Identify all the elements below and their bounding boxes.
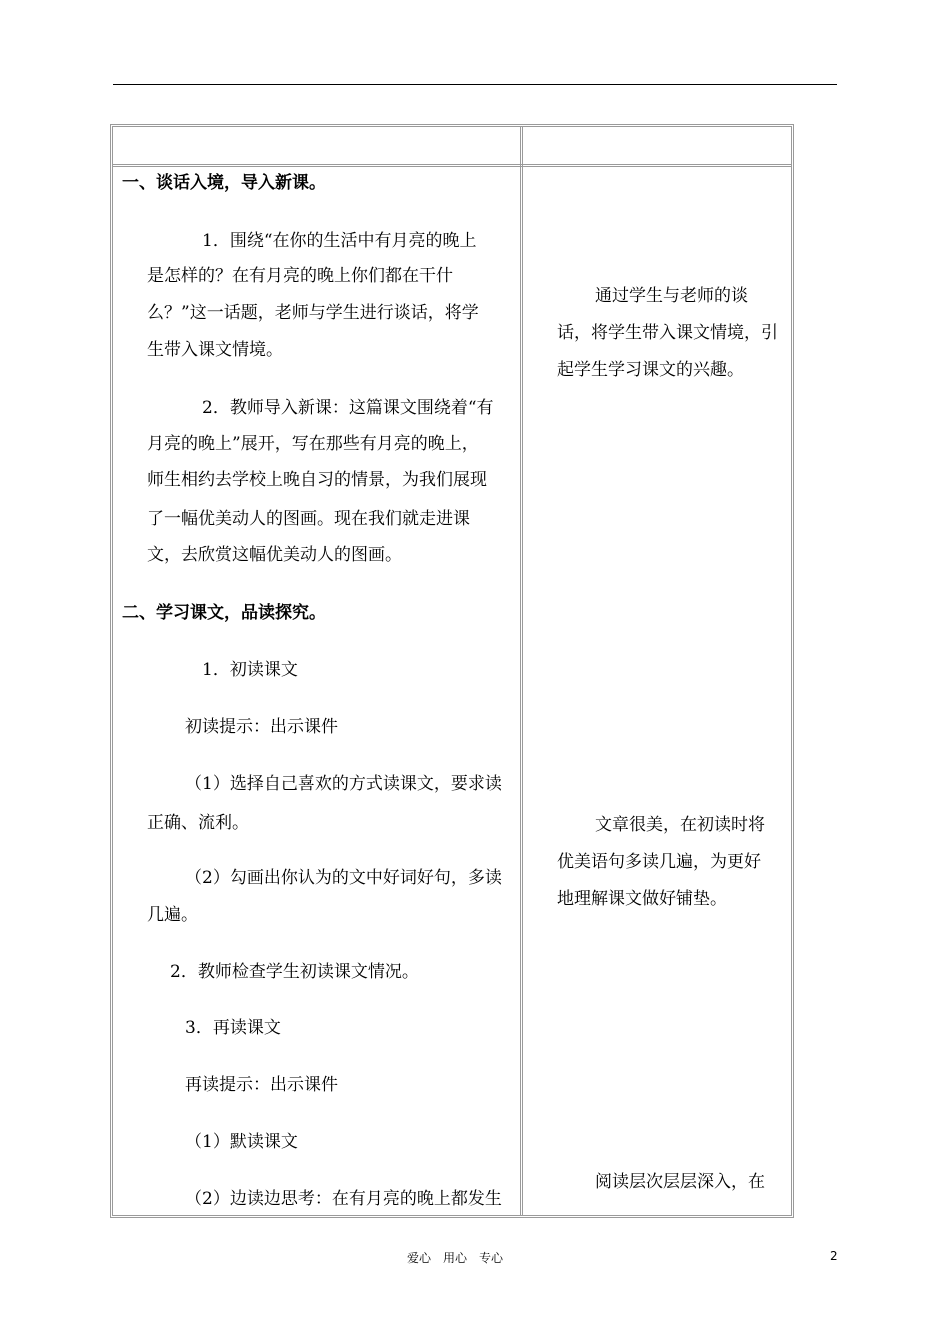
s1-p1-line-4: 生带入课文情境。 (147, 340, 283, 360)
s1-p2-line-4: 了一幅优美动人的图画。现在我们就走进课 (147, 509, 470, 529)
s2-line-1: 1．初读课文 (202, 660, 298, 680)
section-1-heading: 一、谈话入境，导入新课。 (122, 173, 326, 193)
table-header-divider (113, 164, 791, 167)
header-rule (113, 84, 837, 85)
s1-p2-line-2: 月亮的晚上”展开，写在那些有月亮的晚上， (147, 434, 479, 454)
s2-line-4: 正确、流利。 (147, 813, 249, 833)
note-2-line-3: 地理解课文做好铺垫。 (557, 889, 727, 909)
s2-line-9: 再读提示：出示课件 (185, 1075, 338, 1095)
section-2-heading: 二、学习课文，品读探究。 (122, 603, 326, 623)
note-1-line-1: 通过学生与老师的谈 (595, 286, 748, 306)
s2-line-7: 2．教师检查学生初读课文情况。 (170, 962, 419, 982)
s2-line-2: 初读提示：出示课件 (185, 717, 338, 737)
note-2-line-1: 文章很美，在初读时将 (595, 815, 765, 835)
s2-line-6: 几遍。 (147, 905, 198, 925)
s1-p1-line-1: 1．围绕“在你的生活中有月亮的晚上 (202, 231, 477, 251)
s2-line-10: （1）默读课文 (185, 1132, 298, 1152)
s2-line-3: （1）选择自己喜欢的方式读课文，要求读 (185, 774, 502, 794)
footer-motto: 爱心 用心 专心 (407, 1251, 504, 1265)
s1-p2-line-1: 2．教师导入新课：这篇课文围绕着“有 (202, 398, 494, 418)
page-number: 2 (830, 1249, 838, 1263)
note-1-line-3: 起学生学习课文的兴趣。 (557, 360, 744, 380)
note-1-line-2: 话，将学生带入课文情境，引 (557, 323, 778, 343)
s1-p1-line-2: 是怎样的？在有月亮的晚上你们都在干什 (147, 266, 453, 286)
note-3-line-1: 阅读层次层层深入，在 (595, 1172, 765, 1192)
table-column-divider (520, 127, 523, 1215)
note-2-line-2: 优美语句多读几遍，为更好 (557, 852, 761, 872)
s2-line-5: （2）勾画出你认为的文中好词好句，多读 (185, 868, 502, 888)
s2-line-11: （2）边读边思考：在有月亮的晚上都发生 (185, 1189, 502, 1209)
s1-p2-line-5: 文，去欣赏这幅优美动人的图画。 (147, 545, 402, 565)
s1-p1-line-3: 么？”这一话题，老师与学生进行谈话，将学 (147, 303, 479, 323)
s1-p2-line-3: 师生相约去学校上晚自习的情景，为我们展现 (147, 470, 487, 490)
s2-line-8: 3．再读课文 (185, 1018, 281, 1038)
